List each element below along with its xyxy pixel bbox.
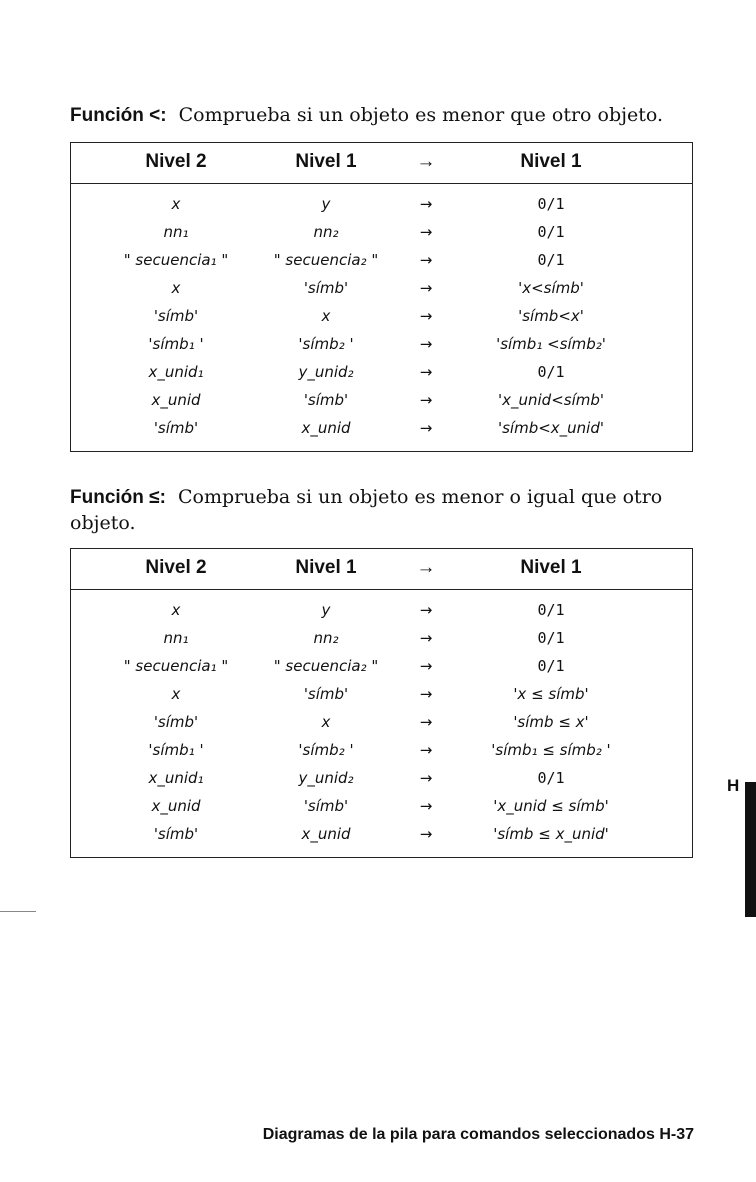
level1-in-cell: 'símb': [303, 279, 349, 297]
table-row: [71, 221, 692, 249]
stack-table-less-equal: [70, 548, 693, 858]
level2-cell: x: [171, 685, 181, 703]
level1-out-cell: 'símb₁ ≤ símb₂ ': [491, 741, 611, 759]
level2-cell: 'símb': [153, 419, 199, 437]
page-footer: Diagramas de la pila para comandos seleccionados H-37: [262, 1126, 694, 1143]
level1-in-cell: 'símb₂ ': [298, 335, 354, 353]
table-row: [71, 739, 692, 767]
level1-in-cell: x_unid: [301, 419, 351, 437]
level1-out-cell: 0/1: [537, 769, 565, 787]
header-level2: Nivel 2: [145, 557, 207, 578]
table-row: [71, 711, 692, 739]
level2-cell: x_unid₁: [148, 363, 204, 381]
level1-out-cell: 'x_unid ≤ símb': [493, 797, 609, 815]
level1-in-cell: nn₂: [313, 223, 339, 241]
level2-cell: " secuencia₁ ": [123, 657, 229, 675]
table-body: [71, 590, 692, 857]
level1-in-cell: nn₂: [313, 629, 339, 647]
level2-cell: 'símb': [153, 307, 199, 325]
arrow-cell: →: [419, 419, 433, 437]
table-row: [71, 277, 692, 305]
arrow-cell: →: [419, 307, 433, 325]
level1-in-cell: " secuencia₂ ": [273, 657, 379, 675]
table-row: [71, 823, 692, 851]
level2-cell: 'símb': [153, 713, 199, 731]
level1-out-cell: 'símb ≤ x': [513, 713, 589, 731]
level1-in-cell: x_unid: [301, 825, 351, 843]
level1-in-cell: 'símb': [303, 391, 349, 409]
level2-cell: " secuencia₁ ": [123, 251, 229, 269]
level1-out-cell: 'símb₁ <símb₂': [496, 335, 606, 353]
level1-in-cell: 'símb': [303, 797, 349, 815]
header-arrow: →: [416, 151, 436, 172]
function-heading-less-equal: [70, 484, 662, 511]
appendix-tab-bar: [745, 782, 756, 917]
level1-in-cell: x: [321, 713, 331, 731]
level1-out-cell: 0/1: [537, 251, 565, 269]
level2-cell: nn₁: [163, 629, 189, 647]
arrow-cell: →: [419, 657, 433, 675]
arrow-cell: →: [419, 279, 433, 297]
table-row: [71, 627, 692, 655]
header-level2: Nivel 2: [145, 151, 207, 172]
table-row: [71, 193, 692, 221]
level1-out-cell: 0/1: [537, 657, 565, 675]
arrow-cell: →: [419, 195, 433, 213]
table-row: [71, 655, 692, 683]
level1-out-cell: 'símb ≤ x_unid': [493, 825, 609, 843]
level1-out-cell: 'símb<x': [518, 307, 584, 325]
function-description: Comprueba si un objeto es menor o igual que otro: [177, 486, 663, 508]
header-level1-out: Nivel 1: [520, 151, 582, 172]
arrow-cell: →: [419, 391, 433, 409]
level1-in-cell: 'símb': [303, 685, 349, 703]
level1-out-cell: 0/1: [537, 629, 565, 647]
table-row: [71, 361, 692, 389]
level1-out-cell: 0/1: [537, 601, 565, 619]
arrow-cell: →: [419, 685, 433, 703]
header-level1-in: Nivel 1: [295, 151, 357, 172]
level1-out-cell: 'x<símb': [518, 279, 584, 297]
level2-cell: nn₁: [163, 223, 189, 241]
function-name: Función ≤:: [70, 487, 166, 508]
table-row: [71, 305, 692, 333]
table-row: [71, 333, 692, 361]
level2-cell: x_unid₁: [148, 769, 204, 787]
margin-rule: [0, 911, 36, 912]
arrow-cell: →: [419, 601, 433, 619]
function-name: Función <:: [70, 105, 167, 126]
level2-cell: x_unid: [151, 797, 201, 815]
level1-out-cell: 'x_unid<símb': [497, 391, 604, 409]
stack-table-less: [70, 142, 693, 452]
level1-in-cell: y_unid₂: [298, 363, 354, 381]
header-level1-out: Nivel 1: [520, 557, 582, 578]
table-header: [71, 549, 692, 590]
level1-out-cell: 0/1: [537, 223, 565, 241]
level1-out-cell: 'símb<x_unid': [497, 419, 604, 437]
function-description-cont: objeto.: [70, 512, 136, 534]
table-row: [71, 249, 692, 277]
level1-in-cell: x: [321, 307, 331, 325]
arrow-cell: →: [419, 741, 433, 759]
arrow-cell: →: [419, 769, 433, 787]
arrow-cell: →: [419, 713, 433, 731]
header-level1-in: Nivel 1: [295, 557, 357, 578]
arrow-cell: →: [419, 251, 433, 269]
level1-in-cell: y_unid₂: [298, 769, 354, 787]
arrow-cell: →: [419, 223, 433, 241]
arrow-cell: →: [419, 629, 433, 647]
level2-cell: x: [171, 601, 181, 619]
level1-in-cell: y: [321, 601, 331, 619]
level1-out-cell: 0/1: [537, 363, 565, 381]
level2-cell: x: [171, 195, 181, 213]
header-arrow: →: [416, 557, 436, 578]
arrow-cell: →: [419, 797, 433, 815]
function-description: Comprueba si un objeto es menor que otro objeto.: [178, 104, 664, 126]
level2-cell: x: [171, 279, 181, 297]
level2-cell: 'símb₁ ': [148, 741, 204, 759]
level1-in-cell: 'símb₂ ': [298, 741, 354, 759]
function-heading-less: [70, 102, 663, 129]
table-row: [71, 795, 692, 823]
arrow-cell: →: [419, 363, 433, 381]
appendix-tab-letter: H: [727, 776, 740, 795]
table-row: [71, 389, 692, 417]
arrow-cell: →: [419, 335, 433, 353]
table-row: [71, 417, 692, 445]
arrow-cell: →: [419, 825, 433, 843]
level1-out-cell: 'x ≤ símb': [513, 685, 589, 703]
table-row: [71, 767, 692, 795]
level1-in-cell: y: [321, 195, 331, 213]
table-row: [71, 599, 692, 627]
table-header: [71, 143, 692, 184]
level2-cell: 'símb₁ ': [148, 335, 204, 353]
table-body: [71, 184, 692, 451]
level2-cell: x_unid: [151, 391, 201, 409]
level1-in-cell: " secuencia₂ ": [273, 251, 379, 269]
table-row: [71, 683, 692, 711]
level2-cell: 'símb': [153, 825, 199, 843]
level1-out-cell: 0/1: [537, 195, 565, 213]
